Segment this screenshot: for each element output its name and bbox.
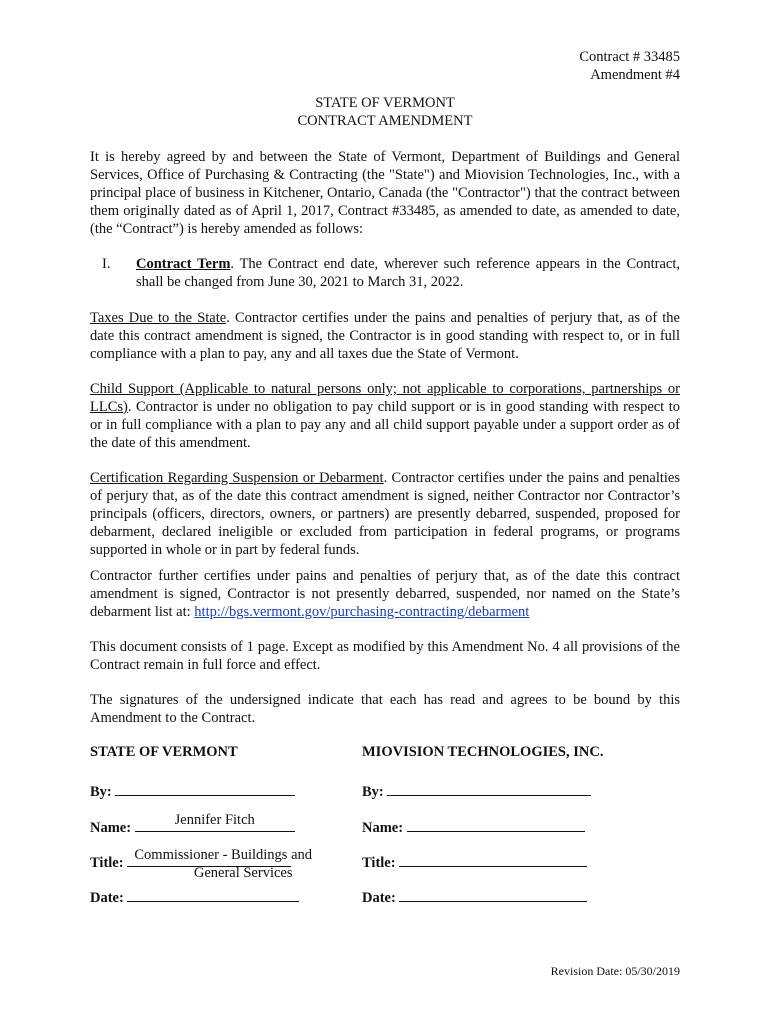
contractor-by-row [362,781,591,801]
contract-term-text: . The Contract end date, wherever such reference appears in the Contract, shall be changed from June 30, 2021 to March 31, 2022. [136,256,681,290]
state-by-label: By: [90,784,112,800]
state-name-row [90,812,295,837]
taxes-heading: Taxes Due to the State [90,310,227,326]
further-certification-paragraph [90,567,680,621]
signatures-note-paragraph: The signatures of the undersigned indicate that each has read and agrees to be bound by this Amendment to the Contract. [90,692,680,726]
item-number: I. [102,256,111,272]
taxes-text: . Contractor certifies under the pains and penalties of perjury that, as of the date this contract amendment is signed, the Contractor is in good standing with respect to, or in full compliance with a plan to pay, any and all taxes due the State of Vermont. [90,310,680,362]
title-line-1: STATE OF VERMONT [315,95,455,111]
contractor-by-signature-line[interactable] [387,781,591,796]
debarment-paragraph [90,469,680,559]
state-block-heading: STATE OF VERMONT [90,744,238,760]
contract-term-heading: Contract Term [136,256,231,272]
contract-header [579,48,680,84]
contractor-date-line[interactable] [399,887,587,902]
debarment-list-link[interactable]: http://bgs.vermont.gov/purchasing-contracting/debarment [194,604,530,620]
state-title-line[interactable] [127,847,312,881]
title-line-2: CONTRACT AMENDMENT [297,113,473,129]
contractor-by-label: By: [362,784,384,800]
state-by-signature-line[interactable] [115,781,295,796]
contractor-title-line[interactable] [399,852,587,867]
amendment-number: Amendment #4 [590,67,680,83]
state-name-label: Name: [90,820,132,836]
further-text: Contractor further certifies under pains and penalties of perjury that, as of the date this contract amendment is signed, Contractor is not presently debarred, suspended, nor named on the State’s debarment list at: [90,568,680,620]
debarment-text: . Contractor certifies under the pains and penalties of perjury that, as of the date this contract amendment is signed, neither Contractor nor Contractor’s principals (officers, directors, owners, or partners) are presently debarred, suspended, proposed for debarment, declared ineligible or excluded from participation in federal programs, or programs supported in whole or in part by federal funds. [90,470,680,558]
contract-term-item [136,255,680,291]
intro-paragraph: It is hereby agreed by and between the State of Vermont, Department of Buildings and General Services, Office of Purchasing & Contracting (the "State") and Miovision Technologies, Inc., with a principal place of business in Kitchener, Ontario, Canada (the "Contractor") that the contract between them originally dated as of April 1, 2017, Contract #33485, as amended to date, as amended to date, (the “Contract”) is hereby amended as follows: [90,149,680,237]
document-title [0,94,770,130]
revision-date: Revision Date: 05/30/2019 [550,964,680,978]
contractor-name-line[interactable] [407,817,585,832]
state-title-label: Title: [90,855,124,871]
state-date-label: Date: [90,890,124,906]
contractor-name-row [362,817,585,837]
child-support-paragraph [90,380,680,452]
taxes-paragraph [90,309,680,363]
pages-note-paragraph: This document consists of 1 page. Except as modified by this Amendment No. 4 all provisions of the Contract remain in full force and effect. [90,639,680,673]
child-support-text: . Contractor is under no obligation to pay child support or is in good standing with respect to or in full compliance with a plan to pay any and all child support payable under a support order as of the date of this amendment. [90,399,680,451]
contractor-date-label: Date: [362,890,396,906]
state-date-row [90,887,299,907]
state-title-value [127,846,319,882]
state-title-value-line1: Commissioner - Buildings and [134,847,312,863]
state-title-row [90,847,312,881]
state-name-value: Jennifer Fitch [174,812,255,828]
state-title-value-line2: General Services [193,865,293,881]
contractor-date-row [362,887,587,907]
state-name-line[interactable] [135,812,295,832]
contractor-name-label: Name: [362,820,404,836]
contractor-title-label: Title: [362,855,396,871]
state-by-row [90,781,295,801]
child-support-heading: Child Support (Applicable to natural persons only; not applicable to corporations, partnerships or LLCs) [90,381,680,415]
contractor-block-heading: MIOVISION TECHNOLOGIES, INC. [362,744,604,760]
contract-number: Contract # 33485 [579,49,680,65]
debarment-heading: Certification Regarding Suspension or Debarment [90,470,384,486]
contractor-title-row [362,852,587,872]
state-date-line[interactable] [127,887,299,902]
